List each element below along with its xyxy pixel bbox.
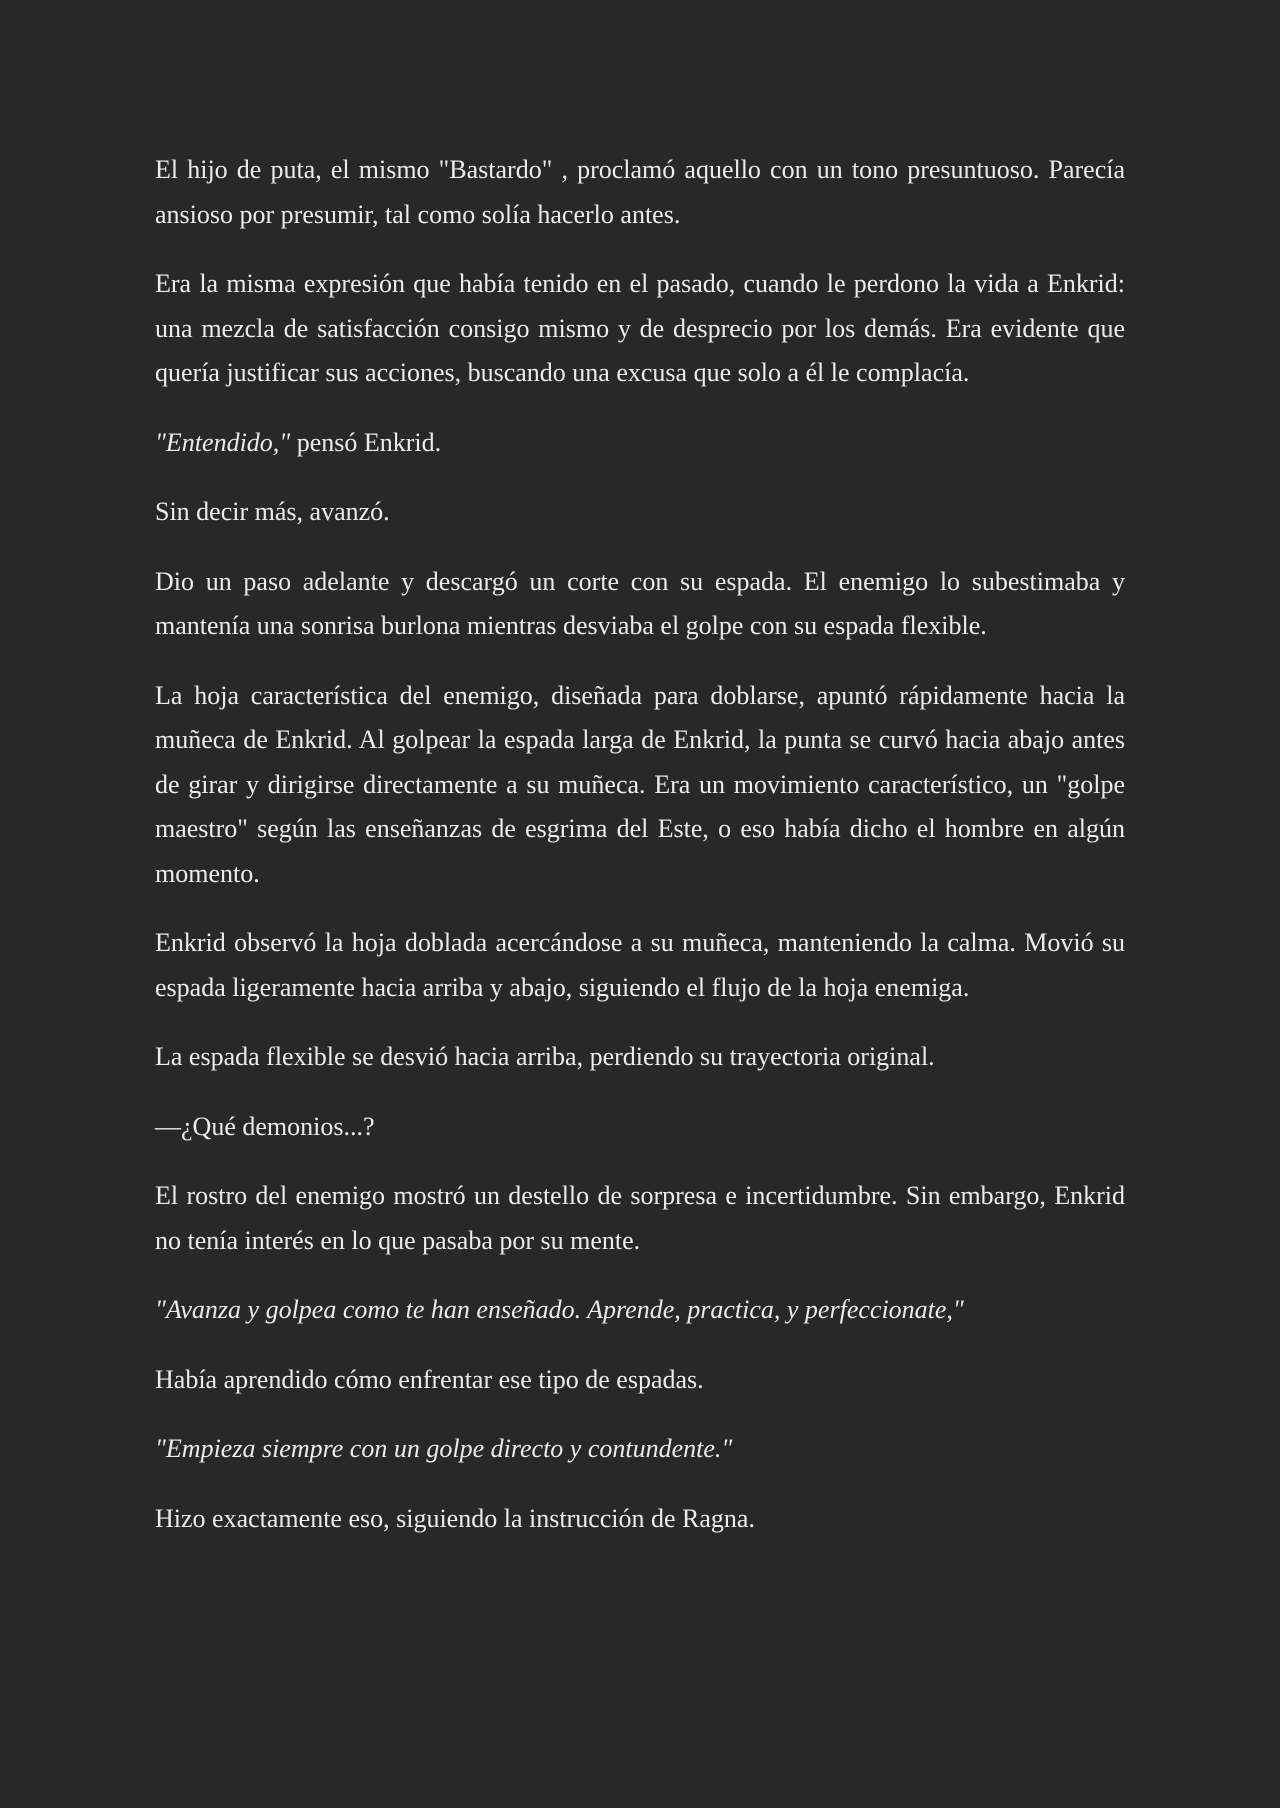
- paragraph-3: [155, 421, 1125, 466]
- paragraph-12: [155, 1358, 1125, 1403]
- paragraph-13: [155, 1427, 1125, 1472]
- paragraph-text: Enkrid observó la hoja doblada acercándose a su muñeca, manteniendo la calma. Movió su espada ligeramente hacia arriba y abajo, siguiendo el flujo de la hoja enemiga.: [155, 928, 1125, 1002]
- paragraph-text: La espada flexible se desvió hacia arriba, perdiendo su trayectoria original.: [155, 1042, 935, 1071]
- paragraph-text: Sin decir más, avanzó.: [155, 497, 390, 526]
- paragraph-6: [155, 674, 1125, 897]
- paragraph-10: [155, 1174, 1125, 1263]
- paragraph-text: El hijo de puta, el mismo "Bastardo" , proclamó aquello con un tono presuntuoso. Parecía ansioso por presumir, tal como solía hacerlo antes.: [155, 155, 1125, 229]
- paragraph-4: [155, 490, 1125, 535]
- paragraph-text: El rostro del enemigo mostró un destello de sorpresa e incertidumbre. Sin embargo, Enkrid no tenía interés en lo que pasaba por su mente.: [155, 1181, 1125, 1255]
- italic-quote: "Empieza siempre con un golpe directo y contundente.": [155, 1434, 733, 1463]
- paragraph-text: La hoja característica del enemigo, diseñada para doblarse, apuntó rápidamente hacia la muñeca de Enkrid. Al golpear la espada larga de Enkrid, la punta se curvó hacia abajo antes de girar y dirigirse directamente a su muñeca. Era un movimiento característico, un "golpe maestro" según las enseñanzas de esgrima del Este, o eso había dicho el hombre en algún momento.: [155, 680, 1125, 888]
- paragraph-7: [155, 921, 1125, 1010]
- paragraph-text: —¿Qué demonios...?: [155, 1111, 375, 1141]
- paragraph-text: Era la misma expresión que había tenido en el pasado, cuando le perdono la vida a Enkrid: una mezcla de satisfacción consigo mismo y de desprecio por los demás. Era evidente que quería justificar sus acciones, buscando una excusa que solo a él le complacía.: [155, 269, 1125, 387]
- paragraph-text: Dio un paso adelante y descargó un corte con su espada. El enemigo lo subestimaba y mantenía una sonrisa burlona mientras desviaba el golpe con su espada flexible.: [155, 566, 1125, 640]
- document-body: [155, 148, 1125, 1566]
- paragraph-8: [155, 1035, 1125, 1080]
- paragraph-2: [155, 262, 1125, 396]
- paragraph-9: [155, 1105, 1125, 1150]
- paragraph-text: Había aprendido cómo enfrentar ese tipo de espadas.: [155, 1364, 704, 1394]
- paragraph-text: Hizo exactamente eso, siguiendo la instrucción de Ragna.: [155, 1503, 755, 1533]
- italic-quote: "Entendido,": [155, 427, 291, 457]
- paragraph-1: [155, 148, 1125, 237]
- italic-quote: "Avanza y golpea como te han enseñado. Aprende, practica, y perfeccionate,": [155, 1295, 964, 1324]
- paragraph-14: [155, 1497, 1125, 1542]
- paragraph-text: pensó Enkrid.: [290, 427, 442, 457]
- paragraph-5: [155, 560, 1125, 649]
- paragraph-11: [155, 1288, 1125, 1333]
